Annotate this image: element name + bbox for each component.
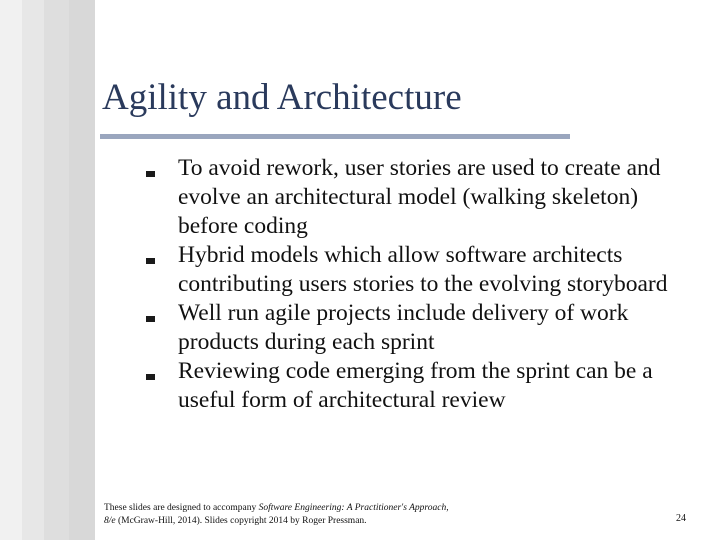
bullet-text: To avoid rework, user stories are used to create and evolve an architectural model (walking skeleton) before coding	[178, 155, 661, 239]
square-bullet-icon	[146, 171, 155, 177]
footer-prefix: These slides are designed to accompany	[104, 503, 259, 513]
left-stripe-decoration	[0, 0, 95, 540]
slide-title: Agility and Architecture	[102, 77, 462, 118]
bullet-item	[146, 299, 686, 357]
stripe-band	[69, 0, 95, 540]
stripe-band	[44, 0, 69, 540]
footer-note	[104, 502, 544, 528]
title-underline	[100, 134, 570, 139]
bullet-item	[146, 154, 686, 241]
footer-edition: 8/e	[104, 516, 116, 526]
bullet-text: Hybrid models which allow software architects contributing users stories to the evolving storyboard	[178, 242, 668, 297]
bullet-item	[146, 241, 686, 299]
footer-suffix: (McGraw-Hill, 2014). Slides copyright 2014 by Roger Pressman.	[115, 516, 367, 526]
bullet-list	[146, 154, 686, 415]
square-bullet-icon	[146, 316, 155, 322]
stripe-band	[0, 0, 22, 540]
footer-book-title: Software Engineering: A Practitioner's Approach,	[258, 503, 449, 513]
square-bullet-icon	[146, 258, 155, 264]
stripe-band	[22, 0, 44, 540]
bullet-text: Reviewing code emerging from the sprint can be a useful form of architectural review	[178, 358, 653, 413]
page-number: 24	[676, 513, 686, 524]
bullet-text: Well run agile projects include delivery of work products during each sprint	[178, 300, 629, 355]
bullet-item	[146, 357, 686, 415]
square-bullet-icon	[146, 374, 155, 380]
